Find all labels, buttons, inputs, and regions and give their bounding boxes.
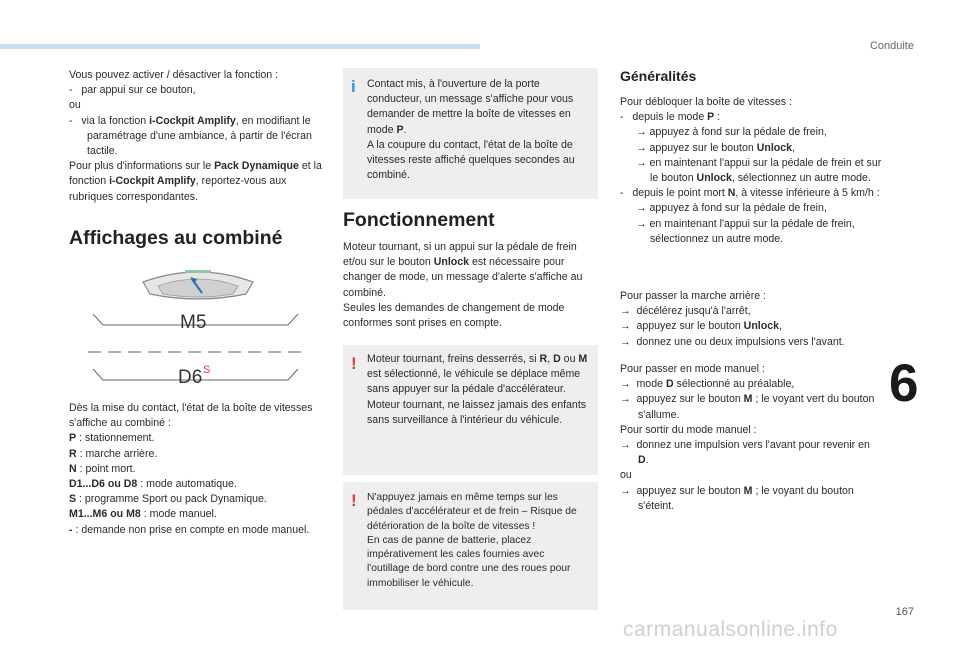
gear-p: P : stationnement. <box>69 432 155 445</box>
warn1-text-2: Moteur tournant, ne laissez jamais des enfants sans surveillance à l'intérieur du véhicule. <box>367 398 587 426</box>
unlock-p-step-3: → en maintenant l'appui sur la pédale de frein et sur le bouton Unlock, sélectionnez un autre mode. <box>636 156 882 185</box>
reverse-step-3: → donnez une ou deux impulsions vers l'avant. <box>620 335 845 348</box>
unlock-n-step-2: → en maintenant l'appui sur la pédale de frein, sélectionnez un autre mode. <box>636 217 855 245</box>
display-gear-top: M5 <box>180 312 207 333</box>
gear-r: R : marche arrière. <box>69 447 158 460</box>
display-gear-bottom: D6 <box>178 367 203 388</box>
chapter-number: 6 <box>889 354 919 413</box>
gear-state-list <box>69 401 324 538</box>
column-left <box>69 68 324 205</box>
heading-generalites: Généralités <box>620 68 697 84</box>
info-text-1: Contact mis, à l'ouverture de la porte conducteur, un message s'affiche pour vous demander de mettre la boîte de vitesses en mode P. <box>367 78 574 136</box>
warning-box-2 <box>343 482 598 610</box>
heading-fonctionnement: Fonctionnement <box>343 209 495 231</box>
warn1-text-1: Moteur tournant, freins desserrés, si R, D ou M est sélectionné, le véhicule se déplace même sans appuyer sur la pédale d'accélérateur. <box>367 353 588 396</box>
intro-bullet-2: - via la fonction i-Cockpit Amplify, en modifiant le paramétrage d'une ambiance, à partir de l'écran tactile. <box>69 114 312 158</box>
unlock-p-step-1: → appuyez à fond sur la pédale de frein, <box>636 126 827 139</box>
gear-d: D1...D6 ou D8 : mode automatique. <box>69 478 237 491</box>
heading-affichages: Affichages au combiné <box>69 227 283 249</box>
warning-box-1 <box>343 345 598 475</box>
manual-step-1: → mode D sélectionné au préalable, <box>620 378 795 391</box>
reverse-instructions <box>620 289 882 350</box>
reverse-intro: Pour passer la marche arrière : <box>620 290 767 302</box>
header-accent-bar <box>0 44 480 49</box>
gear-list-intro: Dès la mise du contact, l'état de la boîte de vitesses s'affiche au combiné : <box>69 402 313 430</box>
section-title: Conduite <box>869 40 914 52</box>
manual-or: ou <box>620 469 632 482</box>
page-number: 167 <box>895 606 914 618</box>
intro-bullet-1: - par appui sur ce bouton, <box>69 84 196 97</box>
manual-mode-instructions <box>620 362 882 514</box>
manual-step-2: → appuyez sur le bouton M ; le voyant vert du bouton s'allume. <box>620 393 875 421</box>
reverse-step-2: → appuyez sur le bouton Unlock, <box>620 320 782 333</box>
unlock-n-step-1: → appuyez à fond sur la pédale de frein, <box>636 202 827 215</box>
info-box <box>343 68 598 199</box>
manual-exit-step-1: → donnez une impulsion vers l'avant pour revenir en D. <box>620 439 870 467</box>
unlock-from-n: - depuis le point mort N, à vitesse inférieure à 5 km/h : <box>620 187 880 200</box>
intro-or: ou <box>69 99 81 112</box>
warning-icon: ! <box>351 354 357 373</box>
green-indicator <box>185 270 211 273</box>
intro-line: Vous pouvez activer / désactiver la fonction : <box>69 69 279 81</box>
gear-dash: - : demande non prise en compte en mode manuel. <box>69 523 310 536</box>
warn2-text-2: En cas de panne de batterie, placez impérativement les cales fournies avec l'outillage de bord contre une des roues pour immobiliser le véhicule. <box>367 534 571 589</box>
fonctionnement-body <box>343 240 598 331</box>
info-icon: i <box>351 77 356 96</box>
watermark: carmanualsonline.info <box>623 618 838 641</box>
gear-m: M1...M6 ou M8 : mode manuel. <box>69 508 217 521</box>
intro-more-info: Pour plus d'informations sur le Pack Dynamique et la fonction i-Cockpit Amplify, reportez-vous aux rubriques correspondantes. <box>69 160 322 203</box>
warn2-text-1: N'appuyez jamais en même temps sur les pédales d'accélérateur et de frein – Risque de détérioration de la boîte de vitesses ! <box>367 492 577 532</box>
unlock-p-step-2: → appuyez sur le bouton Unlock, <box>636 141 796 154</box>
unlock-instructions <box>620 95 882 247</box>
gear-n: N : point mort. <box>69 462 136 475</box>
reverse-step-1: → décélérez jusqu'à l'arrêt, <box>620 305 751 318</box>
warning-icon: ! <box>351 491 357 510</box>
fonct-text-1: Moteur tournant, si un appui sur la pédale de frein et/ou sur le bouton Unlock est nécessaire pour changer de mode, un message d'alerte s'affiche au combiné. <box>343 241 583 299</box>
gear-s: S : programme Sport ou pack Dynamique. <box>69 493 267 506</box>
unlock-from-p: - depuis le mode P : <box>620 111 721 124</box>
display-sport-indicator: S <box>203 364 211 376</box>
unlock-intro: Pour débloquer la boîte de vitesses : <box>620 96 792 108</box>
manual-exit-step-2: → appuyez sur le bouton M ; le voyant du bouton s'éteint. <box>620 484 854 512</box>
info-text-2: A la coupure du contact, l'état de la boîte de vitesses reste affiché quelques secondes au combiné. <box>367 138 575 182</box>
manual-intro: Pour passer en mode manuel : <box>620 363 765 375</box>
manual-exit-intro: Pour sortir du mode manuel : <box>620 423 757 436</box>
fonct-text-2: Seules les demandes de changement de mode conformes sont prises en compte. <box>343 301 565 330</box>
cluster-illustration <box>88 262 310 390</box>
